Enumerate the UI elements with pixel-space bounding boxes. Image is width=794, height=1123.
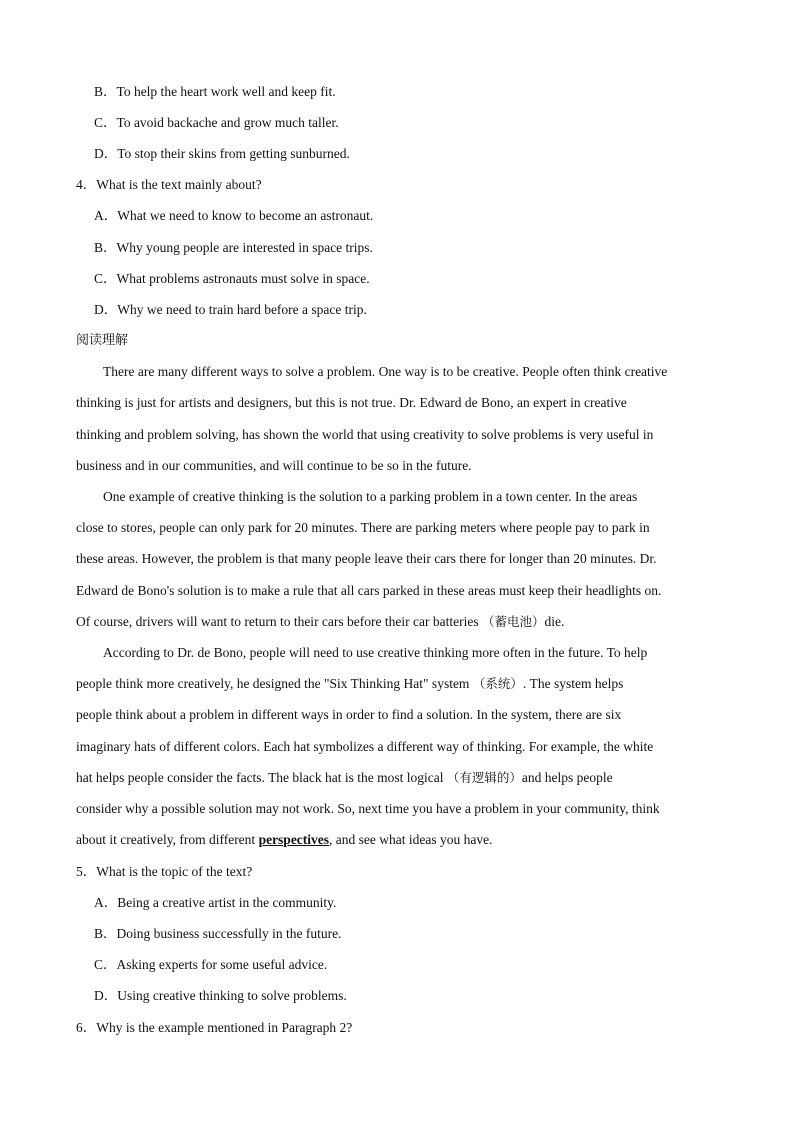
passage-line: these areas. However, the problem is that many people leave their cars there for longer than 20 minutes. Dr. <box>76 551 657 566</box>
passage-line: people think about a problem in different ways in order to find a solution. In the system, there are six <box>76 707 622 722</box>
option-letter: A． <box>94 208 118 223</box>
passage-text: Of course, drivers will want to return to their cars before their car batteries <box>76 614 482 629</box>
option-letter: C． <box>94 115 117 130</box>
passage-line: consider why a possible solution may not work. So, next time you have a problem in your community, think <box>76 801 660 816</box>
q5-option-b <box>94 925 744 943</box>
q5-option-c <box>94 956 744 974</box>
passage-text: die. <box>544 614 565 629</box>
question-number: 4． <box>76 177 97 192</box>
q3-option-c <box>94 114 744 132</box>
q4-option-c <box>94 270 744 288</box>
passage-line: According to Dr. de Bono, people will need to use creative thinking more often in the future. To help <box>103 645 648 660</box>
q5-question <box>76 863 726 881</box>
section-title: 阅读理解 <box>76 333 129 348</box>
passage-line: There are many different ways to solve a problem. One way is to be creative. People often think creative <box>103 364 668 379</box>
option-text: What we need to know to become an astronaut. <box>117 208 374 223</box>
option-letter: C． <box>94 957 117 972</box>
passage-line <box>76 769 726 787</box>
option-text: To stop their skins from getting sunburned. <box>117 146 350 161</box>
underlined-keyword: perspectives <box>258 832 330 847</box>
q4-option-a <box>94 207 744 225</box>
passage-text: people think more creatively, he designed the "Six Thinking Hat" system <box>76 676 473 691</box>
option-letter: B． <box>94 84 117 99</box>
question-number: 6． <box>76 1020 97 1035</box>
option-letter: D． <box>94 302 118 317</box>
option-letter: D． <box>94 146 118 161</box>
option-text: What problems astronauts must solve in space. <box>116 271 370 286</box>
option-letter: D． <box>94 988 118 1003</box>
passage-line: close to stores, people can only park for 20 minutes. There are parking meters where people pay to park in <box>76 520 650 535</box>
passage-line: thinking is just for artists and designers, but this is not true. Dr. Edward de Bono, an expert in creative <box>76 395 627 410</box>
question-text: What is the text mainly about? <box>96 177 262 192</box>
option-text: To help the heart work well and keep fit. <box>116 84 336 99</box>
passage-line: business and in our communities, and will continue to be so in the future. <box>76 458 472 473</box>
chinese-gloss: （系统） <box>472 676 523 691</box>
option-letter: B． <box>94 240 117 255</box>
q3-option-b <box>94 83 744 101</box>
passage-line: thinking and problem solving, has shown the world that using creativity to solve problems is very useful in <box>76 427 654 442</box>
option-letter: B． <box>94 926 117 941</box>
option-text: Doing business successfully in the future. <box>116 926 342 941</box>
question-text: Why is the example mentioned in Paragraph 2? <box>96 1020 353 1035</box>
passage-line: One example of creative thinking is the solution to a parking problem in a town center. In the areas <box>103 489 638 504</box>
option-text: Asking experts for some useful advice. <box>116 957 328 972</box>
q5-option-a <box>94 894 744 912</box>
q3-option-d <box>94 145 744 163</box>
passage-line <box>76 831 726 849</box>
chinese-gloss: （有逻辑的） <box>446 770 522 785</box>
passage-line: imaginary hats of different colors. Each hat symbolizes a different way of thinking. For example, the white <box>76 739 654 754</box>
option-text: Using creative thinking to solve problems. <box>117 988 347 1003</box>
q4-option-d <box>94 301 744 319</box>
passage-text: . The system helps <box>522 676 624 691</box>
passage-line <box>76 613 726 631</box>
passage-line <box>76 675 726 693</box>
question-text: What is the topic of the text? <box>96 864 253 879</box>
passage-text: hat helps people consider the facts. The black hat is the most logical <box>76 770 447 785</box>
passage-line: Edward de Bono's solution is to make a rule that all cars parked in these areas must keep their headlights on. <box>76 583 662 598</box>
q4-question <box>76 176 726 194</box>
q4-option-b <box>94 239 744 257</box>
passage-text: about it creatively, from different <box>76 832 259 847</box>
passage-text: , and see what ideas you have. <box>329 832 493 847</box>
question-number: 5． <box>76 864 97 879</box>
option-letter: C． <box>94 271 117 286</box>
option-text: Why we need to train hard before a space trip. <box>117 302 367 317</box>
q5-option-d <box>94 987 744 1005</box>
q6-question <box>76 1019 726 1037</box>
option-text: Being a creative artist in the community. <box>117 895 337 910</box>
chinese-gloss: （蓄电池） <box>481 614 545 629</box>
passage-text: and helps people <box>521 770 613 785</box>
option-text: To avoid backache and grow much taller. <box>116 115 339 130</box>
option-letter: A． <box>94 895 118 910</box>
option-text: Why young people are interested in space trips. <box>116 240 373 255</box>
